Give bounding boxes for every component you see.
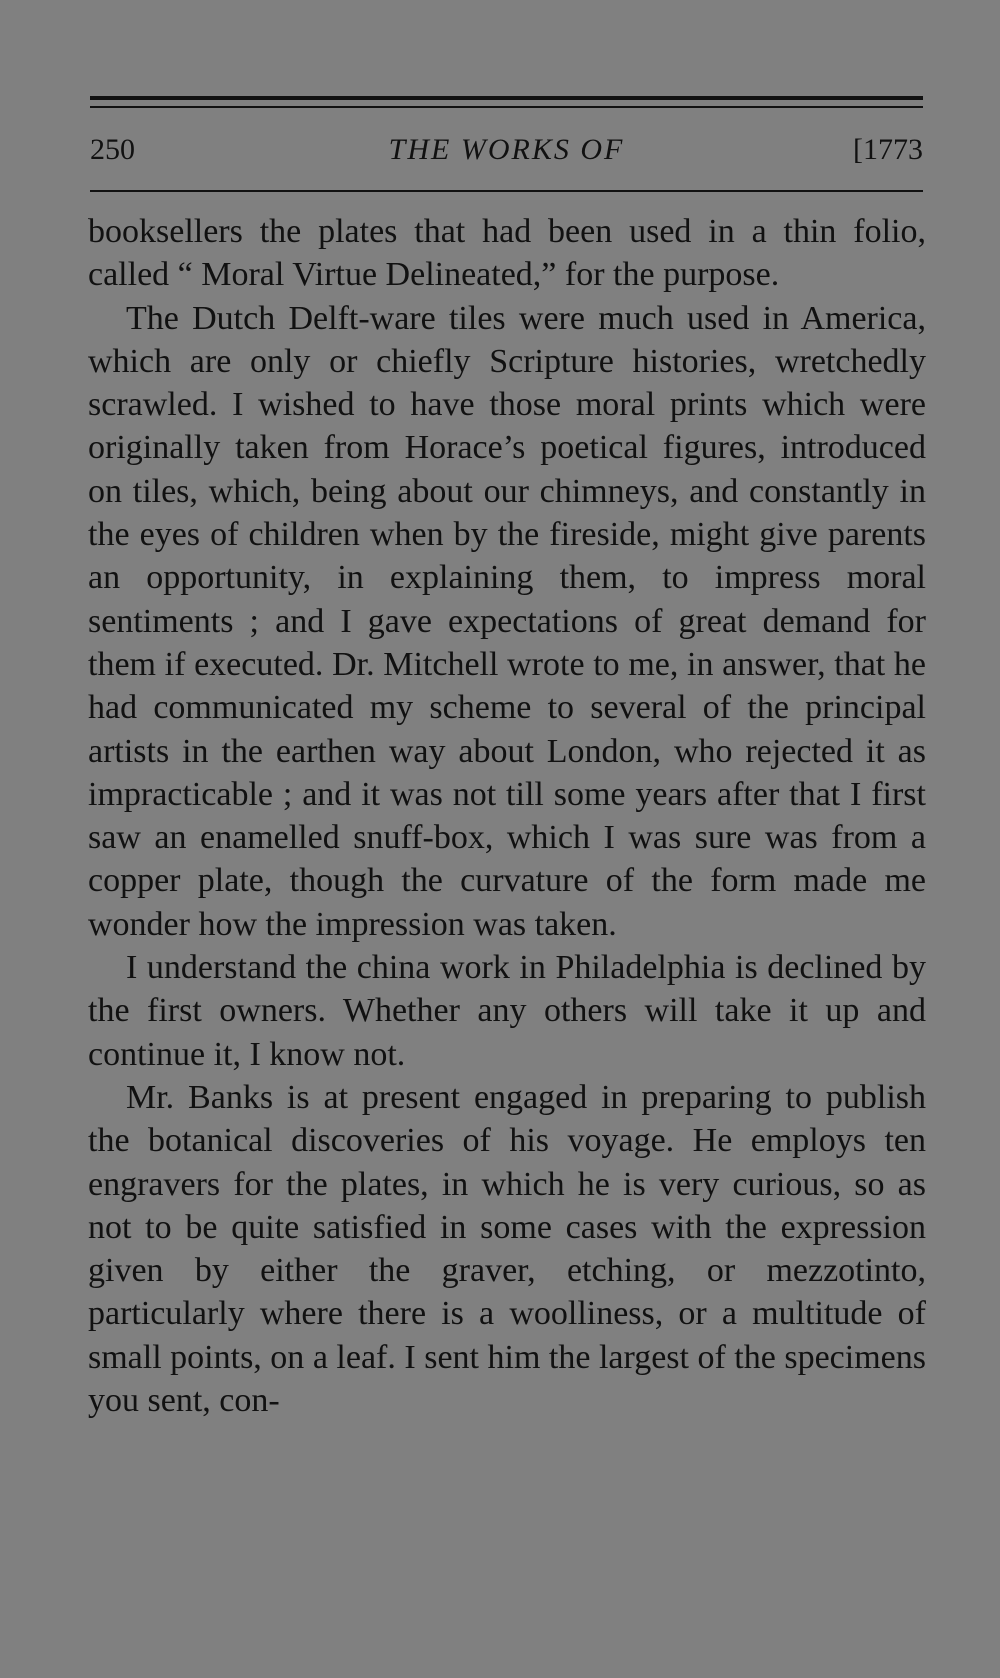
running-head: [90, 130, 923, 170]
page-body: [88, 210, 926, 1422]
paragraph-continuation: booksellers the plates that had been used in a thin folio, called “ Moral Virtue Delineated,” for the purpose.: [88, 213, 926, 294]
top-double-rule-thick: [90, 96, 923, 100]
paragraph-china-work: I understand the china work in Philadelphia is declined by the first owners. Whether any others will take it up and continue it, I know not.: [88, 949, 926, 1073]
page-number: 250: [90, 133, 135, 166]
paragraph-mr-banks: Mr. Banks is at present engaged in preparing to publish the botanical discoveries of his voyage. He employs ten engravers for the plates, in which he is very curious, so as not to be quite satisfied in some cases with the expression given by either the graver, etching, or mezzotinto, particularly where there is a woolliness, or a multitude of small points, on a leaf. I sent him the largest of the specimens you sent, con-: [88, 1078, 926, 1420]
running-year: [1773: [853, 133, 923, 166]
paragraph-delft-tiles: The Dutch Delft-ware tiles were much used in America, which are only or chiefly Scripture histories, wretchedly scrawled. I wished to have those moral prints which were originally taken from Horace’s poetical figures, introduced on tiles, which, being about our chimneys, and constantly in the eyes of children when by the fireside, might give parents an opportunity, in explaining them, to impress moral sentiments ; and I gave expectations of great demand for them if executed. Dr. Mitchell wrote to me, in answer, that he had communicated my scheme to several of the principal artists in the earthen way about London, who rejected it as impracticable ; and it was not till some years after that I first saw an enamelled snuff-box, which I was sure was from a copper plate, though the curvature of the form made me wonder how the impression was taken.: [88, 299, 926, 943]
top-double-rule-thin: [90, 106, 923, 108]
header-rule: [90, 190, 923, 192]
running-title: THE WORKS OF: [388, 133, 625, 166]
